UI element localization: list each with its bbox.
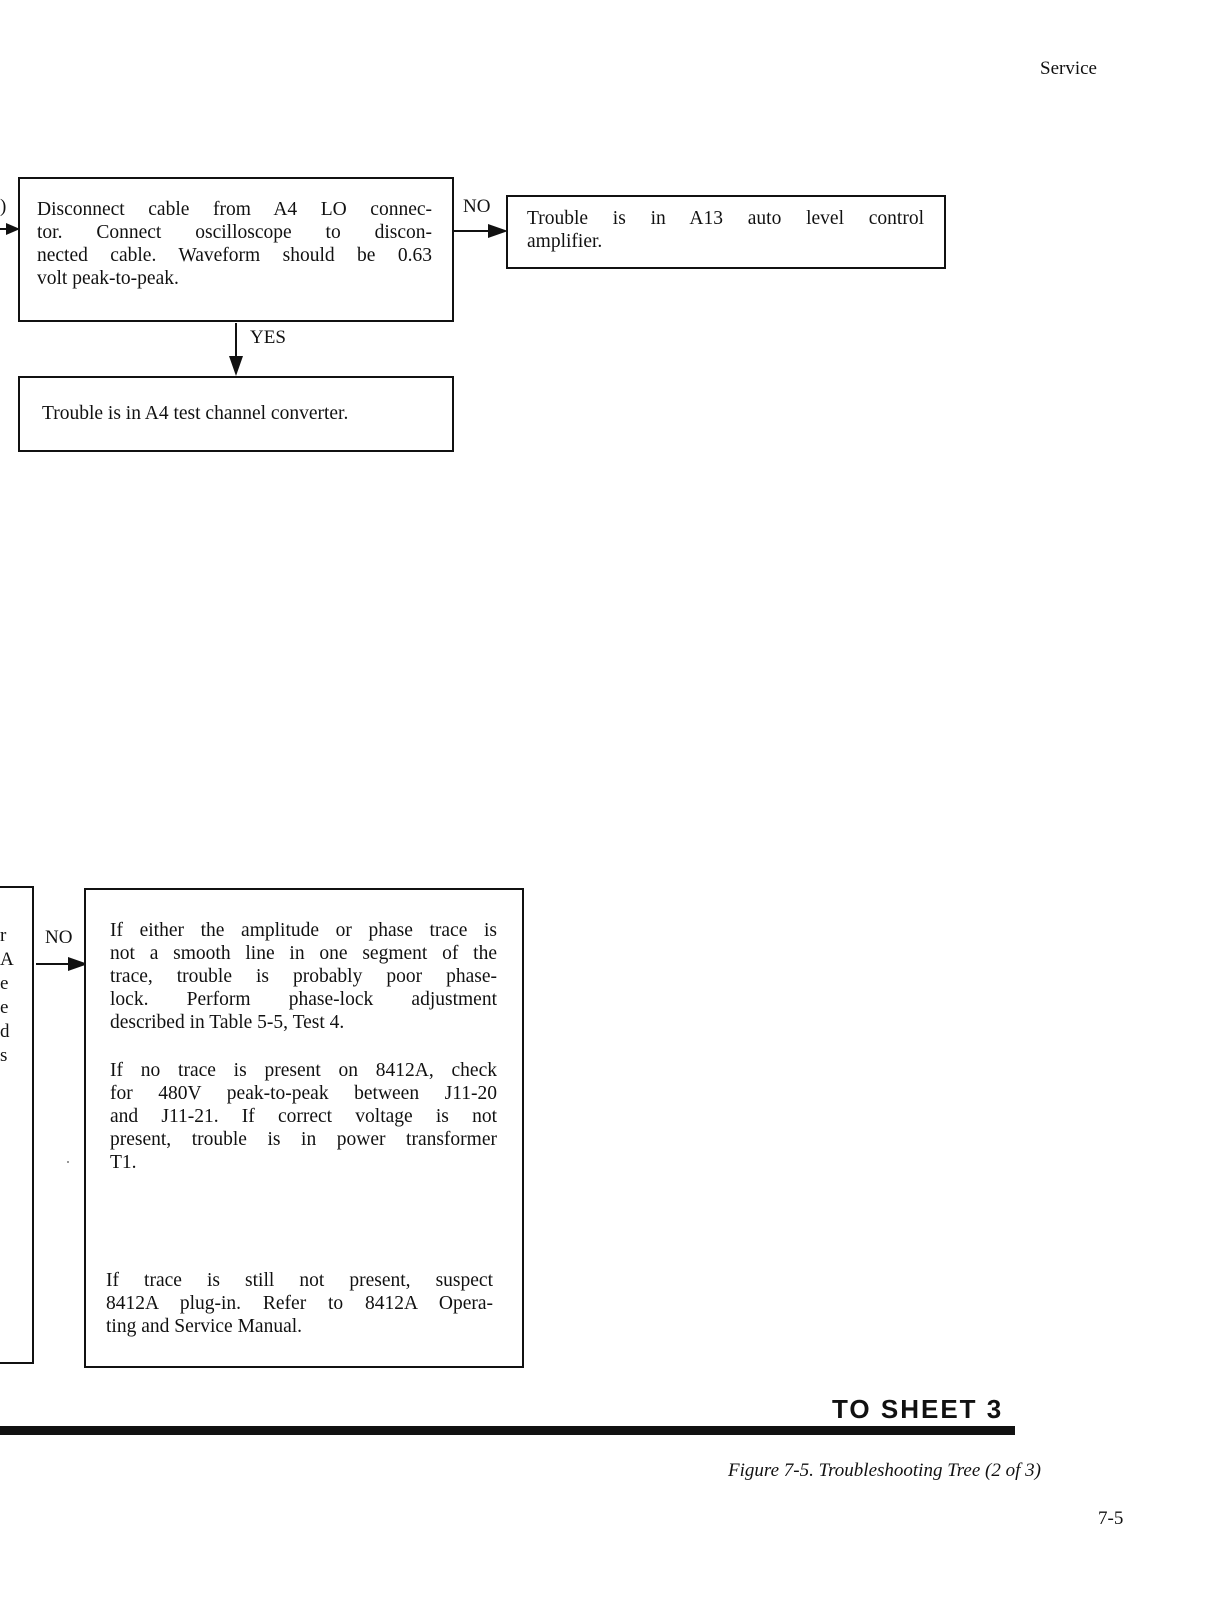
a4-trouble-text: Trouble is in A4 test channel converter. bbox=[42, 403, 349, 424]
a13-trouble-box bbox=[506, 195, 946, 269]
section-header: Service bbox=[1040, 58, 1097, 79]
disconnect-cable-box bbox=[18, 177, 454, 322]
no-label-top: NO bbox=[463, 196, 491, 217]
a13-trouble-text: Trouble is in A13 auto level control amplifier. bbox=[527, 208, 924, 252]
trace-paragraph-2: If no trace is present on 8412A, check for 480V peak-to-peak between J11-20 and J11-21. If correct voltage is not present, trouble is in power transformer T1. bbox=[110, 1060, 497, 1173]
figure-caption: Figure 7-5. Troubleshooting Tree (2 of 3) bbox=[728, 1460, 1041, 1481]
no-label-bottom: NO bbox=[45, 927, 73, 948]
trace-paragraph-1: If either the amplitude or phase trace is not a smooth line in one segment of the trace, trouble is probably poor phase- lock. Perform phase-lock adjustment described in Table 5-5, Test 4. bbox=[110, 920, 497, 1033]
left-edge-fragments: r A e e d s bbox=[0, 925, 14, 1066]
disconnect-cable-text: Disconnect cable from A4 LO connec- tor. Connect oscilloscope to discon- nected cable. Waveform should be 0.63 volt peak-to-peak. bbox=[37, 199, 432, 289]
page-number: 7-5 bbox=[1098, 1508, 1124, 1529]
a4-trouble-box bbox=[18, 376, 454, 452]
footer-rule bbox=[0, 1426, 1015, 1435]
yes-label: YES bbox=[250, 327, 286, 348]
left-edge-fragment-top: ) bbox=[0, 196, 7, 217]
trace-paragraph-3: If trace is still not present, suspect 8412A plug-in. Refer to 8412A Opera- ting and Service Manual. bbox=[106, 1270, 493, 1337]
arrow-head-yes bbox=[229, 356, 243, 376]
trace-trouble-box bbox=[84, 888, 524, 1368]
to-sheet-label: TO SHEET 3 bbox=[832, 1394, 1004, 1424]
left-offpage-box bbox=[0, 886, 34, 1364]
arrow-head-no-top bbox=[488, 224, 508, 238]
